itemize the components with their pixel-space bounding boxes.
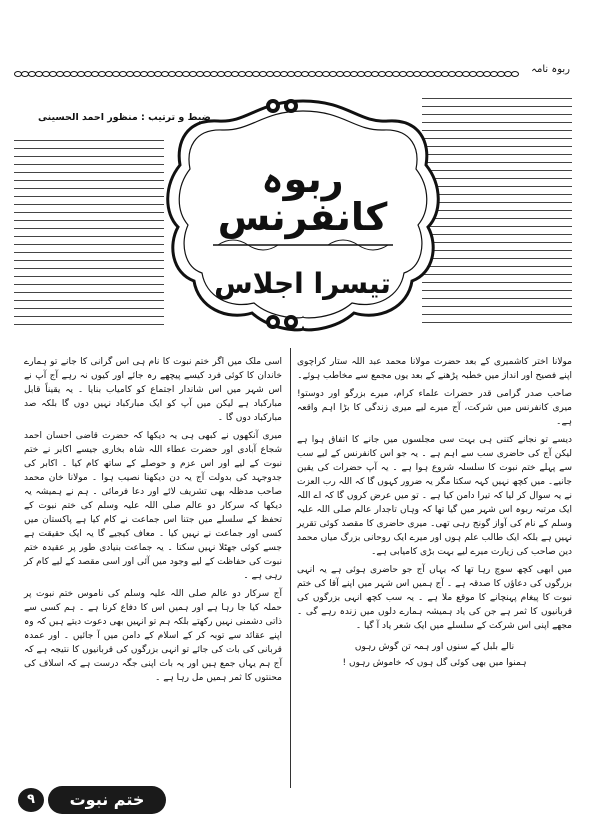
magazine-section-label: ربوہ نامہ xyxy=(531,64,570,75)
article-subtitle: تیسرا اجلاس xyxy=(214,267,391,300)
poetry-verse xyxy=(297,639,572,671)
paragraph: اسی ملک میں اگر ختم نبوت کا نام ہی اس گرانی کا جانے تو ہمارے خاندان کا کوئی فرد کیسے پیچھے رہ جائے اور کیوں نہ رہے آج آپ نے اس شہر میں اس شاندار اجتماع کو کامیاب بنایا ۔ یہ یقیناً قابل مبارکباد ہے لیکن میں آپ کو ایک مبارکباد نہیں دوں گا بلکہ صد مبارکباد دوں گا ۔ xyxy=(24,357,282,423)
magazine-name-banner: ختم نبوت xyxy=(48,786,166,814)
paragraph: میری آنکھوں نے کبھی ہی یہ دیکھا کہ حضرت قاضی احسان احمد شجاع آبادی اور حضرت عطاء اللہ شاہ بخاری جیسے اکابر نے ختم نبوت کے لیے اور اس عزم و حوصلے کے ساتھ کام کیا ۔ اکابر کی جدوجہد کی بدولت آج یہ دن دیکھنا نصیب ہوا ۔ مولانا خان محمد صاحب مدظلہ بھی تشریف لائے اور دعا فرمائی ۔ ہم نے ہمیشہ یہ دیکھا کہ سرکار دو عالم صلی اللہ علیہ وسلم کی ختم نبوت کے تحفظ کے سلسلے میں جتنا اس جماعت نے کام کیا ہے پاکستان میں کسی اور جماعت نے نہیں کیا ۔ معاف کیجیے گا یہ ایک حقیقت ہے جسے کوئی جھٹلا نہیں سکتا ۔ یہ جماعت بنیادی طور پر عقیدہ ختم نبوت کی حفاظت کے لیے وجود میں آئی اور اسی مقصد کے لیے کام کر رہی ہے ۔ xyxy=(24,431,282,581)
decorative-chain-border xyxy=(14,71,520,79)
paragraph: میں ابھی کچھ سوچ رہا تھا کہ یہاں آج جو حاضری ہوئی ہے یہ انہی بزرگوں کی دعاؤں کا صدقہ ہے ۔ آج ہمیں اس شہر میں اپنے آقا کی ختم نبوت کا پیغام پہنچانے کا موقع ملا ہے ۔ یہ سب کچھ انہی بزرگوں کی قربانیوں کا ثمر ہے جن کی یاد ہمیشہ ہمارے دلوں میں زندہ رہے گی ۔ مجھے اپنی اس شرکت کے سلسلے میں ایک شعر یاد آ گیا ۔ xyxy=(297,565,572,631)
compiler-credit: ضبط و ترتیب : منظور احمد الحسینی xyxy=(38,112,211,123)
paragraph: دیسے تو نجانے کتنی ہی بہت سی مجلسوں میں جانے کا اتفاق ہوا ہے لیکن آج کی حاضری سب سے اہم ہے ۔ یہ جو اس کانفرنس کے لیے سب سے پہلے ختم نبوت کا سلسلہ شروع ہوا ہے ۔ یہ آپ حضرات کی یقین جانیے۔ میں کچھ نہیں کہہ سکتا مگر یہ ضرور کہوں گا کہ اللہ رب العزت نے یہ سوال کر لیا کہ تیرا دامن کیا ہے ۔ تو میں عرض کروں گا کہ اے اللہ ایک مرتبہ ربوہ اس شہر میں گیا تھا کہ وہاں تاجدار عالم صلی اللہ علیہ وسلم کے نام کی آواز گونج رہی تھی۔ میری حاضری کا مقصد کوئی تقریر نہیں ہے بلکہ ایک طالب علم ہوں اور میرے ایک روحانی بزرگ میاں محمد دین صاحب کی زیارت میرے لیے بہت بڑی کامیابی ہے۔ xyxy=(296,435,572,557)
paragraph: مولانا اختر کاشمیری کے بعد حضرت مولانا محمد عبد اللہ ستار کراچوی اپنے فصیح اور انداز میں خطبہ پڑھنے کے بعد یوں مجمع سے مخاطب ہوئے۔ xyxy=(297,357,572,381)
verse-line: نالے بلبل کے سنوں اور ہمہ تن گوش رہوں xyxy=(354,642,515,652)
page-number: ۹ xyxy=(18,788,44,812)
chain-link xyxy=(511,71,519,77)
rosette-ornament-bottom xyxy=(283,314,299,330)
column-divider xyxy=(290,348,291,788)
right-column xyxy=(297,355,572,785)
verse-line: ہمنوا میں بھی کوئی گل ہوں کہ خاموش رہوں ! xyxy=(342,658,527,668)
article-title: ربوہ کانفرنس xyxy=(217,157,388,239)
rosette-ornament-top xyxy=(265,98,281,114)
paragraph: آج سرکار دو عالم صلی اللہ علیہ وسلم کی ناموس ختم نبوت پر حملہ کیا جا رہا ہے اور ہمیں اس کا دفاع کرنا ہے ۔ ہم کسی سے ذاتی دشمنی نہیں رکھتے بلکہ ہم تو انہیں بھی دعوت دیتے ہیں کہ وہ اپنے عقائد سے توبہ کر کے اسلام کے دامن میں آ جائیں ۔ اور عمدہ قربانی کی بات کی جائے تو انہی بزرگوں کی قربانیوں کا نتیجہ ہے کہ آج ہم یہاں جمع ہیں اور یہ بات اپنی جگہ درست ہے کہ اسلاف کی محنتوں کا ثمر ہمیں مل رہا ہے ۔ xyxy=(24,589,282,683)
rosette-ornament-top xyxy=(283,98,299,114)
rosette-ornament-bottom xyxy=(265,314,281,330)
paragraph: صاحب صدر گرامی قدر حضرات علماء کرام، میرے بزرگو اور دوستو! میری کانفرنس میں شرکت، آج میرے لیے میری زندگی کا بڑا اہم واقعہ ہے۔ xyxy=(297,389,572,427)
ruled-lines-left xyxy=(14,140,164,330)
left-column xyxy=(24,355,282,785)
